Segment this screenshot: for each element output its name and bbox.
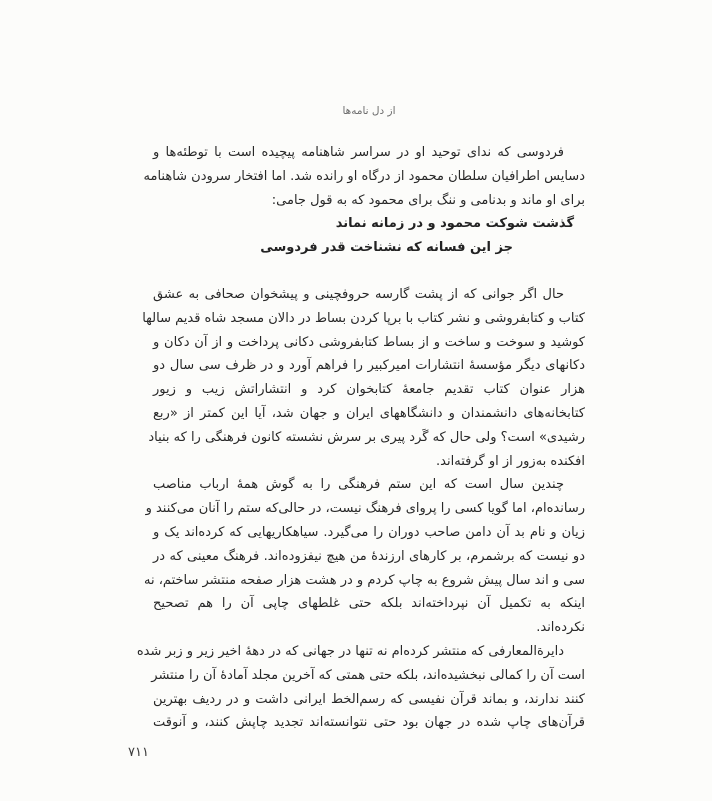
text-line: زیان و نام بد آن دامن صاحب دوران را می‌گیرد. سیاهکاریهایی که کرده‌اند یک و xyxy=(153,524,585,540)
paragraph-1 xyxy=(143,141,585,212)
text-line: چندین سال است که این ستم فرهنگی را به گوش همهٔ ارباب مناصب xyxy=(153,477,564,493)
text-line: دایرةالمعارفی که منتشر کرده‌ام نه تنها در جهانی که در دههٔ اخیر زیر و زبر شده xyxy=(136,643,564,659)
text-line: اینکه به تکمیل آن نپرداخته‌اند بلکه حتی غلطهای چاپی آن را هم تصحیح xyxy=(153,596,585,612)
text-line: سی و اند سال پیش شروع به چاپ کردم و در هشت هزار صفحه منتشر ساختم، نه xyxy=(144,572,585,588)
text-line: هزار عنوان کتاب تقدیم جامعهٔ کتابخوان کرد و انتشاراتش زیب و زیور xyxy=(153,382,585,398)
text-line: دکانهای دیگر مؤسسهٔ انتشارات امیرکبیر را فراهم آورد و در ظرف سی سال دو xyxy=(153,358,585,374)
text-line: قرآن‌های چاپ شده در جهان بود حتی نتوانسته‌اند تجدید چاپش کنند، و آنوقت xyxy=(153,715,585,731)
text-line: فردوسی که ندای توحید او در سراسر شاهنامه پیچیده است با توطئه‌ها و xyxy=(153,145,564,160)
text-line: دسایس اطرافیان سلطان محمود از درگاه او رانده شد. اما افتخار سرودن شاهنامه xyxy=(143,168,585,184)
verse-couplet xyxy=(153,212,585,260)
text-line: کتاب و کتابفروشی و نشر کتاب با برپا کردن بساط در دالان مسجد شاه قدیم سالها xyxy=(142,310,585,326)
paragraph-4 xyxy=(136,640,585,735)
text-line: رشیدی» است؟ ولی حال که گَرد پیری بر سرش نشسته کانون فرهنگی را که بنیاد xyxy=(148,429,585,445)
verse-line: جز این فسانه که نشناخت قدر فردوسی xyxy=(260,240,513,256)
text-line: کوشید و سوخت و ساخت و از بساط کتابفروشی دکانی پرداخت و از آن دکان و xyxy=(153,334,585,350)
verse-line: گذشت شوکت محمود و در زمانه نماند xyxy=(335,216,574,232)
text-line: حال اگر جوانی که از پشت گارسه حروفچینی و پیشخوان صحافی به عشق xyxy=(153,286,564,302)
page-number: ۷۱۱ xyxy=(128,745,149,760)
paragraph-2 xyxy=(142,283,585,473)
text-line: دو نیست که برشمرم، بر کارهای ارزندهٔ من هیچ نیفزوده‌اند. فرهنگ معینی که در xyxy=(153,548,585,564)
running-header: از دل نامه‌ها xyxy=(342,105,396,117)
text-line: رسانده‌ام، اما گویا کسی را پروای فرهنگ نیست، در حالی‌که ستم را آنان می‌کنند و xyxy=(145,501,585,517)
text-line: کتابخانه‌های دانشمندان و دانشگاههای ایران و جهان شد، آیا این کمتر از «ربع xyxy=(153,405,585,421)
body-text xyxy=(136,141,585,735)
text-line: کنند ندارند، و بماند قرآن نفیسی که رسم‌الخط ایرانی داشت و در ردیف بهترین xyxy=(153,691,585,707)
text-line: نکرده‌اند. xyxy=(536,620,585,636)
text-line: افکنده به‌زور از او گرفته‌اند. xyxy=(436,453,585,469)
paragraph-3 xyxy=(144,473,585,640)
text-line: است آن را کمالی نبخشیده‌اند، بلکه حتی همتی که آخرین مجلد آمادهٔ آن را منتشر xyxy=(151,667,585,683)
text-line: برای او ماند و بدنامی و ننگ برای محمود که به قول جامی: xyxy=(271,192,585,208)
